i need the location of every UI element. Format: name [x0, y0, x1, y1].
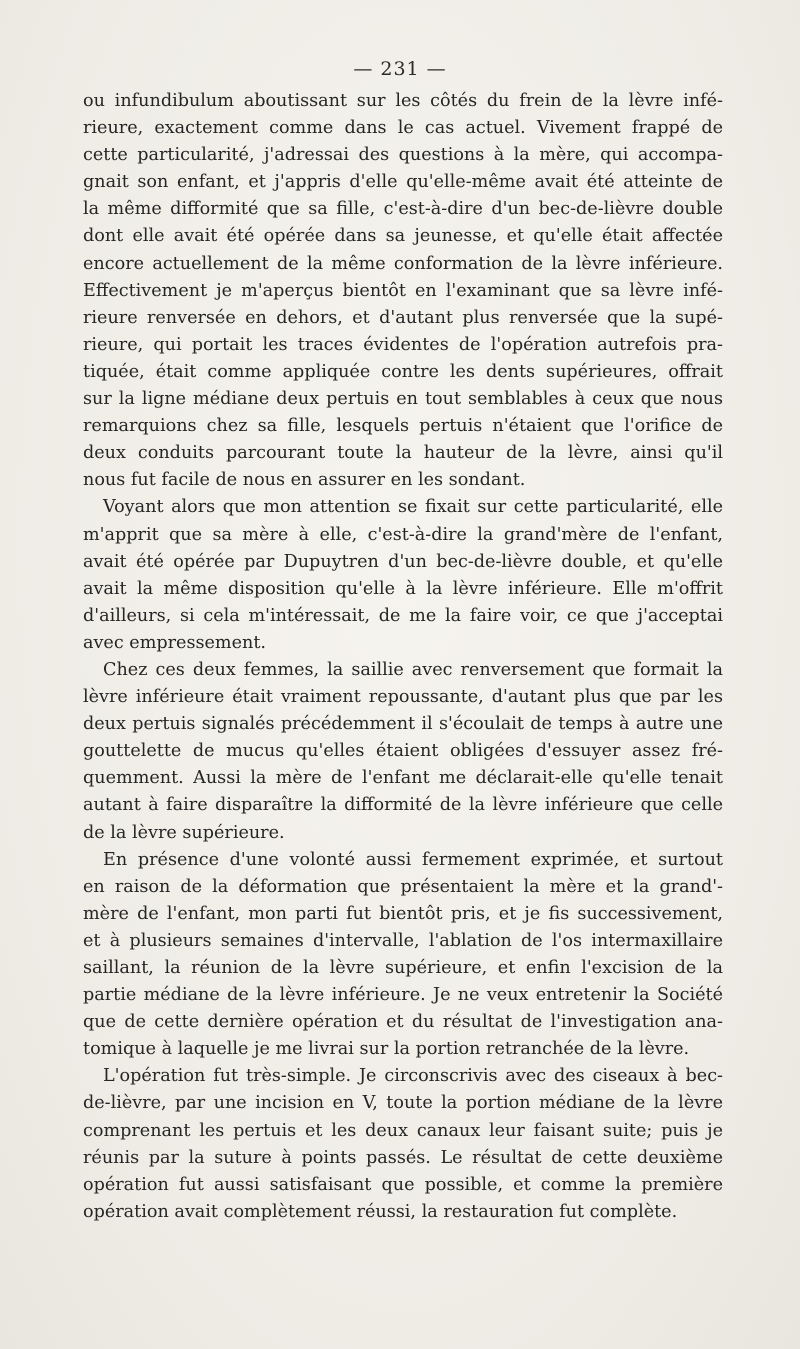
text-line: sur la ligne médiane deux pertuis en tout semblables à ceux que nous	[83, 389, 723, 410]
text-line: ou infundibulum aboutissant sur les côtés du frein de la lèvre infé-	[83, 91, 723, 111]
text-line: quemment. Aussi la mère de l'enfant me déclarait-elle qu'elle tenait	[83, 768, 723, 789]
text-line: lèvre inférieure était vraiment repoussante, d'autant plus que par les	[83, 687, 723, 708]
text-line: Voyant alors que mon attention se fixait sur cette particularité, elle	[103, 497, 723, 518]
text-line: gouttelette de mucus qu'elles étaient obligées d'essuyer assez fré-	[83, 741, 723, 762]
page-number-header: — 231 —	[353, 58, 447, 80]
text-line: de la lèvre supérieure.	[83, 822, 285, 843]
text-line: opération fut aussi satisfaisant que possible, et comme la première	[83, 1174, 723, 1195]
text-line: rieure, qui portait les traces évidentes de l'opération autrefois pra-	[83, 334, 723, 355]
text-line: En présence d'une volonté aussi fermement exprimée, et surtout	[103, 849, 723, 870]
text-line: Chez ces deux femmes, la saillie avec renversement que formait la	[103, 659, 723, 680]
text-line: rieure, exactement comme dans le cas actuel. Vivement frappé de	[83, 118, 723, 139]
text-line: gnait son enfant, et j'appris d'elle qu'elle-même avait été atteinte de	[83, 172, 723, 193]
text-line: d'ailleurs, si cela m'intéressait, de me la faire voir, ce que j'acceptai	[83, 605, 723, 626]
text-line: partie médiane de la lèvre inférieure. Je ne veux entretenir la Société	[83, 985, 723, 1006]
text-line: mère de l'enfant, mon parti fut bientôt pris, et je fis successivement,	[83, 903, 723, 924]
text-line: réunis par la suture à points passés. Le résultat de cette deuxième	[83, 1147, 723, 1168]
text-line: tomique à laquelle je me livrai sur la portion retranchée de la lèvre.	[83, 1039, 690, 1060]
text-line: encore actuellement de la même conformation de la lèvre inférieure.	[83, 253, 723, 274]
text-line: opération avait complètement réussi, la restauration fut complète.	[83, 1201, 678, 1222]
text-line: comprenant les pertuis et les deux canaux leur faisant suite; puis je	[83, 1120, 723, 1141]
text-line: autant à faire disparaître la difformité de la lèvre inférieure que celle	[83, 795, 723, 816]
text-line: nous fut facile de nous en assurer en les sondant.	[83, 470, 526, 491]
text-line: cette particularité, j'adressai des questions à la mère, qui accompa-	[83, 145, 723, 166]
text-line: Effectivement je m'aperçus bientôt en l'examinant que sa lèvre infé-	[83, 280, 723, 301]
text-line: et à plusieurs semaines d'intervalle, l'ablation de l'os intermaxillaire	[83, 930, 723, 951]
text-line: la même difformité que sa fille, c'est-à-dire d'un bec-de-lièvre double	[83, 199, 723, 220]
text-line: que de cette dernière opération et du résultat de l'investigation ana-	[83, 1012, 723, 1033]
text-line: en raison de la déformation que présentaient la mère et la grand'-	[83, 876, 723, 897]
text-line: remarquions chez sa fille, lesquels pertuis n'étaient que l'orifice de	[83, 416, 723, 437]
text-line: tiquée, était comme appliquée contre les dents supérieures, offrait	[83, 361, 723, 382]
text-line: dont elle avait été opérée dans sa jeunesse, et qu'elle était affectée	[83, 226, 723, 247]
text-line: rieure renversée en dehors, et d'autant plus renversée que la supé-	[83, 307, 723, 328]
text-line: L'opération fut très-simple. Je circonscrivis avec des ciseaux à bec-	[103, 1066, 723, 1087]
text-line: deux pertuis signalés précédemment il s'écoulait de temps à autre une	[83, 714, 723, 735]
body-text	[83, 88, 723, 1226]
text-line: de-lièvre, par une incision en V, toute la portion médiane de la lèvre	[83, 1093, 723, 1114]
text-line: avec empressement.	[83, 632, 267, 653]
text-line: avait été opérée par Dupuytren d'un bec-de-lièvre double, et qu'elle	[83, 551, 723, 572]
text-line: avait la même disposition qu'elle à la lèvre inférieure. Elle m'offrit	[83, 578, 723, 599]
text-line: saillant, la réunion de la lèvre supérieure, et enfin l'excision de la	[83, 958, 723, 978]
text-line: deux conduits parcourant toute la hauteur de la lèvre, ainsi qu'il	[83, 443, 723, 464]
text-line: m'apprit que sa mère à elle, c'est-à-dire la grand'mère de l'enfant,	[83, 524, 723, 545]
